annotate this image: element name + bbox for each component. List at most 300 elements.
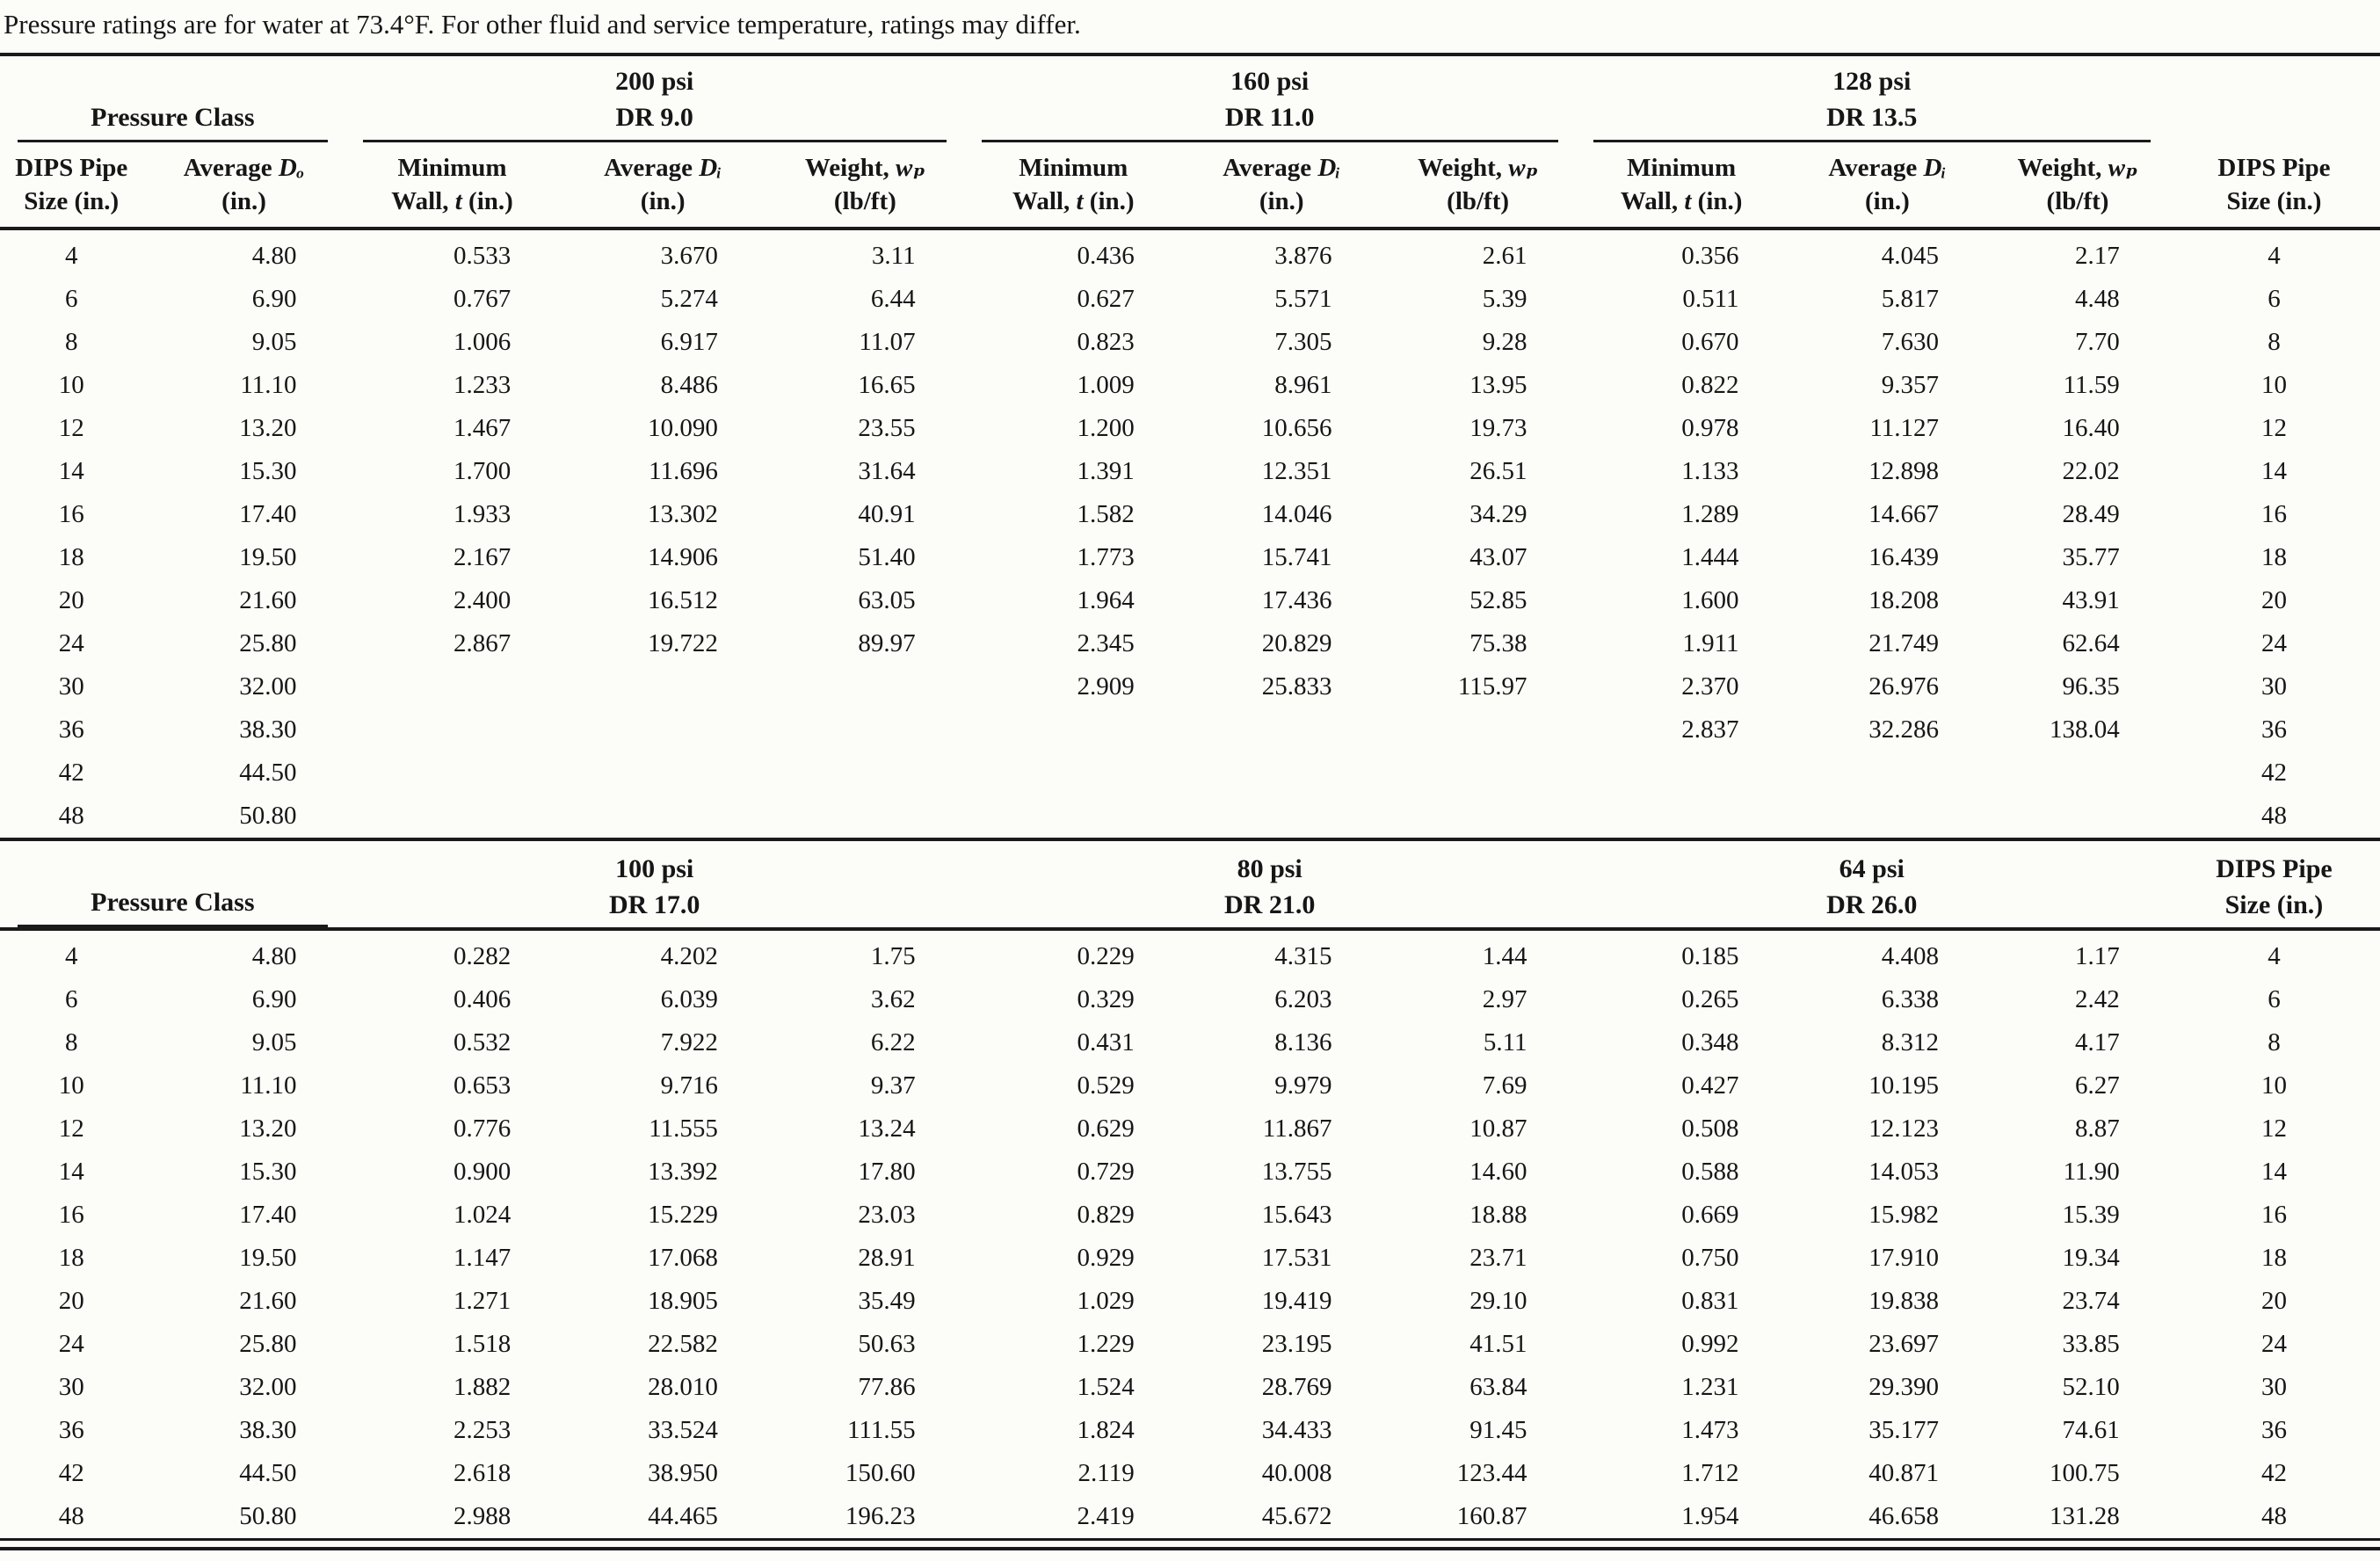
table-cell: 4.80 (251, 242, 297, 270)
group-header: 100 psi DR 17.0 (345, 841, 964, 929)
table-cell (1381, 751, 1576, 795)
table-cell: 13.20 (239, 1114, 297, 1143)
table-cell: 15.982 (1868, 1201, 1939, 1229)
table-cell: 16.512 (648, 586, 718, 614)
table-cell: 1.524 (1077, 1373, 1135, 1401)
table-cell: 29.390 (1868, 1373, 1939, 1401)
table-cell: 30 (2260, 672, 2287, 701)
table-cell: 14 (2260, 1158, 2287, 1186)
table-cell: 30 (58, 1373, 84, 1401)
table-cell: 2.345 (1077, 629, 1135, 657)
table-cell: 89.97 (858, 629, 916, 657)
bottom-double-rule (0, 1547, 2380, 1550)
table-cell (559, 665, 766, 708)
table-cell: 36 (2260, 1416, 2287, 1444)
table-cell: 13.302 (648, 500, 718, 528)
table-cell: 29.10 (1469, 1287, 1527, 1315)
table-cell: 1.712 (1681, 1459, 1739, 1487)
table-cell (766, 795, 964, 839)
table-cell (1788, 751, 1987, 795)
table-cell: 0.767 (454, 285, 512, 313)
table-cell: 2.419 (964, 1495, 1183, 1540)
table-cell: 0.978 (1681, 414, 1739, 442)
table-cell: 0.831 (1681, 1287, 1739, 1315)
table-cell: 4 (2268, 942, 2281, 970)
table-cell: 1.233 (454, 371, 512, 399)
table-cell: 7.69 (1482, 1071, 1527, 1100)
table-cell: 8 (64, 1028, 78, 1056)
table-cell: 0.533 (454, 242, 512, 270)
table-cell: 2.119 (1078, 1459, 1135, 1487)
table-row (0, 1021, 2380, 1064)
table-row (0, 1064, 2380, 1107)
table-cell: 138.04 (2050, 715, 2120, 744)
table-cell: 5.11 (1483, 1028, 1527, 1056)
table-cell: 8 (2268, 328, 2281, 356)
table-cell: 48 (2168, 1495, 2380, 1540)
table-cell (559, 795, 766, 839)
table-cell: 16 (2260, 500, 2287, 528)
table-cell: 15.30 (239, 1158, 297, 1186)
table-cell (1788, 795, 1987, 839)
table-cell: 28.769 (1261, 1373, 1332, 1401)
table-cell: 14.667 (1868, 500, 1939, 528)
table-row (0, 1452, 2380, 1495)
table-cell (964, 751, 1183, 795)
table-cell: 30 (58, 672, 84, 701)
table-cell: 2.42 (2075, 985, 2120, 1013)
column-header: Weight, wₚ (lb/ft) (1987, 142, 2168, 229)
table-cell: 18.88 (1469, 1201, 1527, 1229)
table-cell: 34.29 (1469, 500, 1527, 528)
table-cell: 4.045 (1881, 242, 1939, 270)
table-cell: 1.200 (1077, 414, 1135, 442)
table-row (0, 1409, 2380, 1452)
table-cell: 11.867 (1262, 1114, 1332, 1143)
table-cell: 22.02 (2062, 457, 2120, 485)
table-row (0, 278, 2380, 321)
table-cell: 1.133 (1681, 457, 1739, 485)
table-cell: 6.22 (870, 1028, 916, 1056)
table-cell: 14.053 (1868, 1158, 1939, 1186)
table-cell: 36 (58, 715, 84, 744)
table-cell: 11.127 (1869, 414, 1939, 442)
table-cell: 1.289 (1681, 500, 1739, 528)
table-cell: 13.20 (239, 414, 297, 442)
table-cell: 36 (2260, 715, 2287, 744)
table-cell: 0.750 (1681, 1244, 1739, 1272)
table-cell: 1.824 (1077, 1416, 1135, 1444)
table-cell: 19.50 (239, 543, 297, 571)
table-cell: 15.643 (1261, 1201, 1332, 1229)
table-cell: 11.07 (859, 328, 916, 356)
table-cell: 19.34 (2062, 1244, 2120, 1272)
table-cell: 6.917 (660, 328, 718, 356)
table-cell: 52.85 (1469, 586, 1527, 614)
table-cell: 17.068 (648, 1244, 718, 1272)
table-cell: 10.090 (648, 414, 718, 442)
table-cell: 34.433 (1261, 1416, 1332, 1444)
table-cell: 1.009 (1077, 371, 1135, 399)
table-cell: 14.60 (1469, 1158, 1527, 1186)
table-cell: 2.618 (454, 1459, 512, 1487)
table-cell: 25.80 (239, 629, 297, 657)
table-cell: 15.39 (2062, 1201, 2120, 1229)
table-cell: 0.669 (1681, 1201, 1739, 1229)
table-cell: 1.582 (1077, 500, 1135, 528)
table-cell: 18.208 (1868, 586, 1939, 614)
table-cell: 4 (64, 942, 78, 970)
table-cell: 35.77 (2062, 543, 2120, 571)
table-cell: 24 (2260, 1330, 2287, 1358)
table-cell: 1.006 (454, 328, 512, 356)
table-cell: 23.55 (858, 414, 916, 442)
table-cell: 12 (2260, 414, 2287, 442)
table-cell: 1.600 (1681, 586, 1739, 614)
table-cell: 48 (0, 795, 142, 839)
table-cell: 12.351 (1261, 457, 1332, 485)
table-cell: 16.439 (1868, 543, 1939, 571)
table-cell: 40.91 (858, 500, 916, 528)
table-cell: 13.755 (1261, 1158, 1332, 1186)
table-cell: 0.729 (1077, 1158, 1135, 1186)
table-cell: 12 (58, 1114, 84, 1143)
table-cell: 20 (58, 586, 84, 614)
table-cell: 11.10 (240, 1071, 297, 1100)
table-cell: 2.61 (1482, 242, 1527, 270)
table-cell: 4 (2268, 242, 2281, 270)
table-cell: 6.203 (1274, 985, 1332, 1013)
table-cell: 3.11 (871, 242, 916, 270)
table-cell (1183, 708, 1381, 751)
column-header: DIPS Pipe Size (in.) (0, 142, 142, 229)
table-cell (766, 665, 964, 708)
table-row (0, 1323, 2380, 1366)
table-cell: 5.571 (1274, 285, 1332, 313)
table-row (0, 1194, 2380, 1237)
table-cell: 7.630 (1881, 328, 1939, 356)
table-cell: 19.50 (239, 1244, 297, 1272)
table-cell: 150.60 (845, 1459, 916, 1487)
table-cell: 8.312 (1881, 1028, 1939, 1056)
table-cell (766, 708, 964, 751)
table-cell: 14.046 (1261, 500, 1332, 528)
table-cell: 23.74 (2062, 1287, 2120, 1315)
table-cell: 23.03 (858, 1201, 916, 1229)
table-cell: 24 (2260, 629, 2287, 657)
table-cell: 0.829 (1077, 1201, 1135, 1229)
table-cell: 3.876 (1274, 242, 1332, 270)
table-cell (345, 751, 560, 795)
table-cell: 196.23 (766, 1495, 964, 1540)
table-cell: 9.716 (660, 1071, 718, 1100)
table-cell: 1.029 (1077, 1287, 1135, 1315)
table-row (0, 1495, 2380, 1540)
table-cell: 4.80 (251, 942, 297, 970)
table-row (0, 1280, 2380, 1323)
table-cell: 12.898 (1868, 457, 1939, 485)
table-cell: 45.672 (1183, 1495, 1381, 1540)
table-cell: 74.61 (2062, 1416, 2120, 1444)
table-cell (1183, 795, 1381, 839)
table-row (0, 622, 2380, 665)
table-cell: 21.749 (1868, 629, 1939, 657)
table-row (0, 229, 2380, 278)
group-header: Pressure Class (0, 841, 345, 929)
table-row (0, 1366, 2380, 1409)
table-cell: 25.80 (239, 1330, 297, 1358)
table-cell: 51.40 (858, 543, 916, 571)
table-cell: 17.80 (858, 1158, 916, 1186)
table-cell: 2.97 (1482, 985, 1527, 1013)
table-cell: 100.75 (2050, 1459, 2120, 1487)
table-row (0, 929, 2380, 978)
table-cell: 131.28 (1987, 1495, 2168, 1540)
table-cell: 48 (0, 1495, 142, 1540)
table-cell: 11.90 (2063, 1158, 2120, 1186)
table-cell: 111.55 (847, 1416, 916, 1444)
table-cell: 1.444 (1681, 543, 1739, 571)
table-cell: 3.62 (870, 985, 916, 1013)
table-cell: 15.741 (1261, 543, 1332, 571)
table-cell: 38.950 (648, 1459, 718, 1487)
group-header: 200 psi DR 9.0 (345, 56, 964, 142)
table-cell: 50.63 (858, 1330, 916, 1358)
table-cell: 4 (64, 242, 78, 270)
table-cell (766, 751, 964, 795)
table-cell: 12 (58, 414, 84, 442)
table-cell: 15.30 (239, 457, 297, 485)
pipe-dimensions-table-lower (0, 841, 2380, 1541)
table-cell: 6.90 (251, 985, 297, 1013)
table-cell: 46.658 (1788, 1495, 1987, 1540)
table-body (0, 929, 2380, 1540)
table-cell: 96.35 (2062, 672, 2120, 701)
table-cell: 19.722 (648, 629, 718, 657)
table-cell: 1.964 (1077, 586, 1135, 614)
table-cell: 28.91 (858, 1244, 916, 1272)
table-cell: 0.992 (1681, 1330, 1739, 1358)
table-cell: 26.51 (1469, 457, 1527, 485)
table-cell: 2.370 (1681, 672, 1739, 701)
table-cell: 33.85 (2062, 1330, 2120, 1358)
table-row (0, 450, 2380, 493)
table-row (0, 364, 2380, 407)
table-cell: 4.315 (1274, 942, 1332, 970)
table-cell: 0.588 (1681, 1158, 1739, 1186)
table-cell: 10 (2260, 371, 2287, 399)
table-cell: 1.700 (454, 457, 512, 485)
table-cell: 42 (2260, 759, 2287, 787)
table-cell: 13.392 (648, 1158, 718, 1186)
table-cell: 0.822 (1681, 371, 1739, 399)
table-cell: 43.91 (2062, 586, 2120, 614)
table-cell: 6 (2268, 985, 2281, 1013)
table-cell: 17.40 (239, 500, 297, 528)
table-cell: 42 (58, 759, 84, 787)
table-cell: 23.71 (1469, 1244, 1527, 1272)
table-cell: 28.49 (2062, 500, 2120, 528)
table-row (0, 708, 2380, 751)
table-cell: 40.871 (1868, 1459, 1939, 1487)
table-cell: 16 (2260, 1201, 2287, 1229)
table-cell: 5.817 (1881, 285, 1939, 313)
table-cell (1576, 751, 1788, 795)
table-cell: 14.906 (648, 543, 718, 571)
table-cell: 35.177 (1868, 1416, 1939, 1444)
table-cell: 160.87 (1381, 1495, 1576, 1540)
table-cell: 10.656 (1261, 414, 1332, 442)
table-cell: 24 (58, 629, 84, 657)
table-cell: 0.653 (454, 1071, 512, 1100)
column-header: DIPS Pipe Size (in.) (2168, 142, 2380, 229)
table-cell: 16.40 (2062, 414, 2120, 442)
table-cell: 9.37 (870, 1071, 916, 1100)
table-cell: 19.419 (1261, 1287, 1332, 1315)
table-cell: 32.286 (1868, 715, 1939, 744)
table-cell: 18.905 (648, 1287, 718, 1315)
table-row (0, 665, 2380, 708)
table-cell: 2.867 (454, 629, 512, 657)
table-cell: 1.024 (454, 1201, 512, 1229)
table-cell (345, 708, 560, 751)
table-cell: 0.406 (454, 985, 512, 1013)
table-cell: 2.167 (454, 543, 512, 571)
group-header: 80 psi DR 21.0 (964, 841, 1576, 929)
column-header: Average Dᵢ (in.) (1183, 142, 1381, 229)
table-cell: 9.28 (1482, 328, 1527, 356)
table-cell: 15.229 (648, 1201, 718, 1229)
table-cell: 0.329 (1077, 985, 1135, 1013)
table-cell: 8.87 (2075, 1114, 2120, 1143)
table-cell: 8.486 (660, 371, 718, 399)
table-cell: 5.274 (660, 285, 718, 313)
table-cell: 91.45 (1469, 1416, 1527, 1444)
table-cell: 44.50 (239, 1459, 297, 1487)
table-cell: 1.231 (1681, 1373, 1739, 1401)
table-cell (345, 795, 560, 839)
table-cell: 9.05 (251, 328, 297, 356)
table-cell: 0.436 (1077, 242, 1135, 270)
table-cell: 50.80 (142, 795, 345, 839)
table-cell: 8.136 (1274, 1028, 1332, 1056)
table-cell: 0.529 (1077, 1071, 1135, 1100)
table-cell: 16 (58, 500, 84, 528)
column-header: Average Dₒ (in.) (142, 142, 345, 229)
table-cell: 44.465 (559, 1495, 766, 1540)
table-cell (1987, 795, 2168, 839)
table-row (0, 493, 2380, 536)
table-cell: 40.008 (1261, 1459, 1332, 1487)
table-cell: 75.38 (1469, 629, 1527, 657)
table-cell: 9.357 (1881, 371, 1939, 399)
table-cell: 9.05 (251, 1028, 297, 1056)
table-cell: 11.696 (649, 457, 718, 485)
table-cell: 0.282 (454, 942, 512, 970)
table-cell: 4.48 (2075, 285, 2120, 313)
table-cell: 52.10 (2062, 1373, 2120, 1401)
table-cell: 8.961 (1274, 371, 1332, 399)
table-cell: 32.00 (239, 1373, 297, 1401)
table-cell: 38.30 (239, 715, 297, 744)
table-header (0, 841, 2380, 929)
group-header: Pressure Class (0, 56, 345, 142)
table-cell: 16 (58, 1201, 84, 1229)
column-header: Weight, wₚ (lb/ft) (1381, 142, 1576, 229)
table-cell: 4.408 (1881, 942, 1939, 970)
table-cell: 10 (2260, 1071, 2287, 1100)
table-cell: 11.59 (2063, 371, 2120, 399)
column-header: Average Dᵢ (in.) (1788, 142, 1987, 229)
table-cell: 1.882 (454, 1373, 512, 1401)
table-cell: 7.922 (660, 1028, 718, 1056)
table-cell (1183, 751, 1381, 795)
table-cell: 10 (58, 1071, 84, 1100)
table-cell: 42 (2260, 1459, 2287, 1487)
table-cell: 23.697 (1868, 1330, 1939, 1358)
table-cell: 63.84 (1469, 1373, 1527, 1401)
table-cell: 26.976 (1868, 672, 1939, 701)
table-cell: 1.75 (870, 942, 916, 970)
table-row (0, 1237, 2380, 1280)
table-cell: 43.07 (1469, 543, 1527, 571)
table-cell: 13.24 (858, 1114, 916, 1143)
table-cell: 1.911 (1682, 629, 1739, 657)
table-cell: 123.44 (1456, 1459, 1527, 1487)
table-cell: 13.95 (1469, 371, 1527, 399)
table-cell: 0.229 (1077, 942, 1135, 970)
table-cell: 11.10 (240, 371, 297, 399)
table-cell: 17.40 (239, 1201, 297, 1229)
table-cell: 36 (58, 1416, 84, 1444)
table-cell: 1.271 (454, 1287, 512, 1315)
table-cell: 30 (2260, 1373, 2287, 1401)
table-cell: 24 (58, 1330, 84, 1358)
table-cell: 1.391 (1077, 457, 1135, 485)
table-cell (1987, 751, 2168, 795)
table-cell: 41.51 (1469, 1330, 1527, 1358)
table-cell: 0.508 (1681, 1114, 1739, 1143)
table-cell: 3.670 (660, 242, 718, 270)
table-cell: 1.147 (454, 1244, 512, 1272)
table-row (0, 751, 2380, 795)
table-cell (964, 708, 1183, 751)
table-cell: 1.518 (454, 1330, 512, 1358)
table-cell: 6.27 (2075, 1071, 2120, 1100)
table-cell: 0.185 (1681, 942, 1739, 970)
table-cell: 14 (58, 457, 84, 485)
table-cell: 0.929 (1077, 1244, 1135, 1272)
table-cell: 31.64 (858, 457, 916, 485)
table-cell: 0.670 (1681, 328, 1739, 356)
table-cell: 5.39 (1482, 285, 1527, 313)
table-cell: 63.05 (858, 586, 916, 614)
table-cell: 77.86 (858, 1373, 916, 1401)
table-cell: 2.837 (1681, 715, 1739, 744)
group-header: 160 psi DR 11.0 (964, 56, 1576, 142)
table-cell: 0.431 (1077, 1028, 1135, 1056)
table-cell: 2.909 (1077, 672, 1135, 701)
table-cell: 12 (2260, 1114, 2287, 1143)
table-cell (1381, 795, 1576, 839)
table-cell: 19.838 (1868, 1287, 1939, 1315)
table-cell: 12.123 (1868, 1114, 1939, 1143)
table-row (0, 579, 2380, 622)
table-cell: 6 (64, 985, 78, 1013)
table-cell: 18 (2260, 543, 2287, 571)
table-cell (964, 795, 1183, 839)
table-cell: 9.979 (1274, 1071, 1332, 1100)
